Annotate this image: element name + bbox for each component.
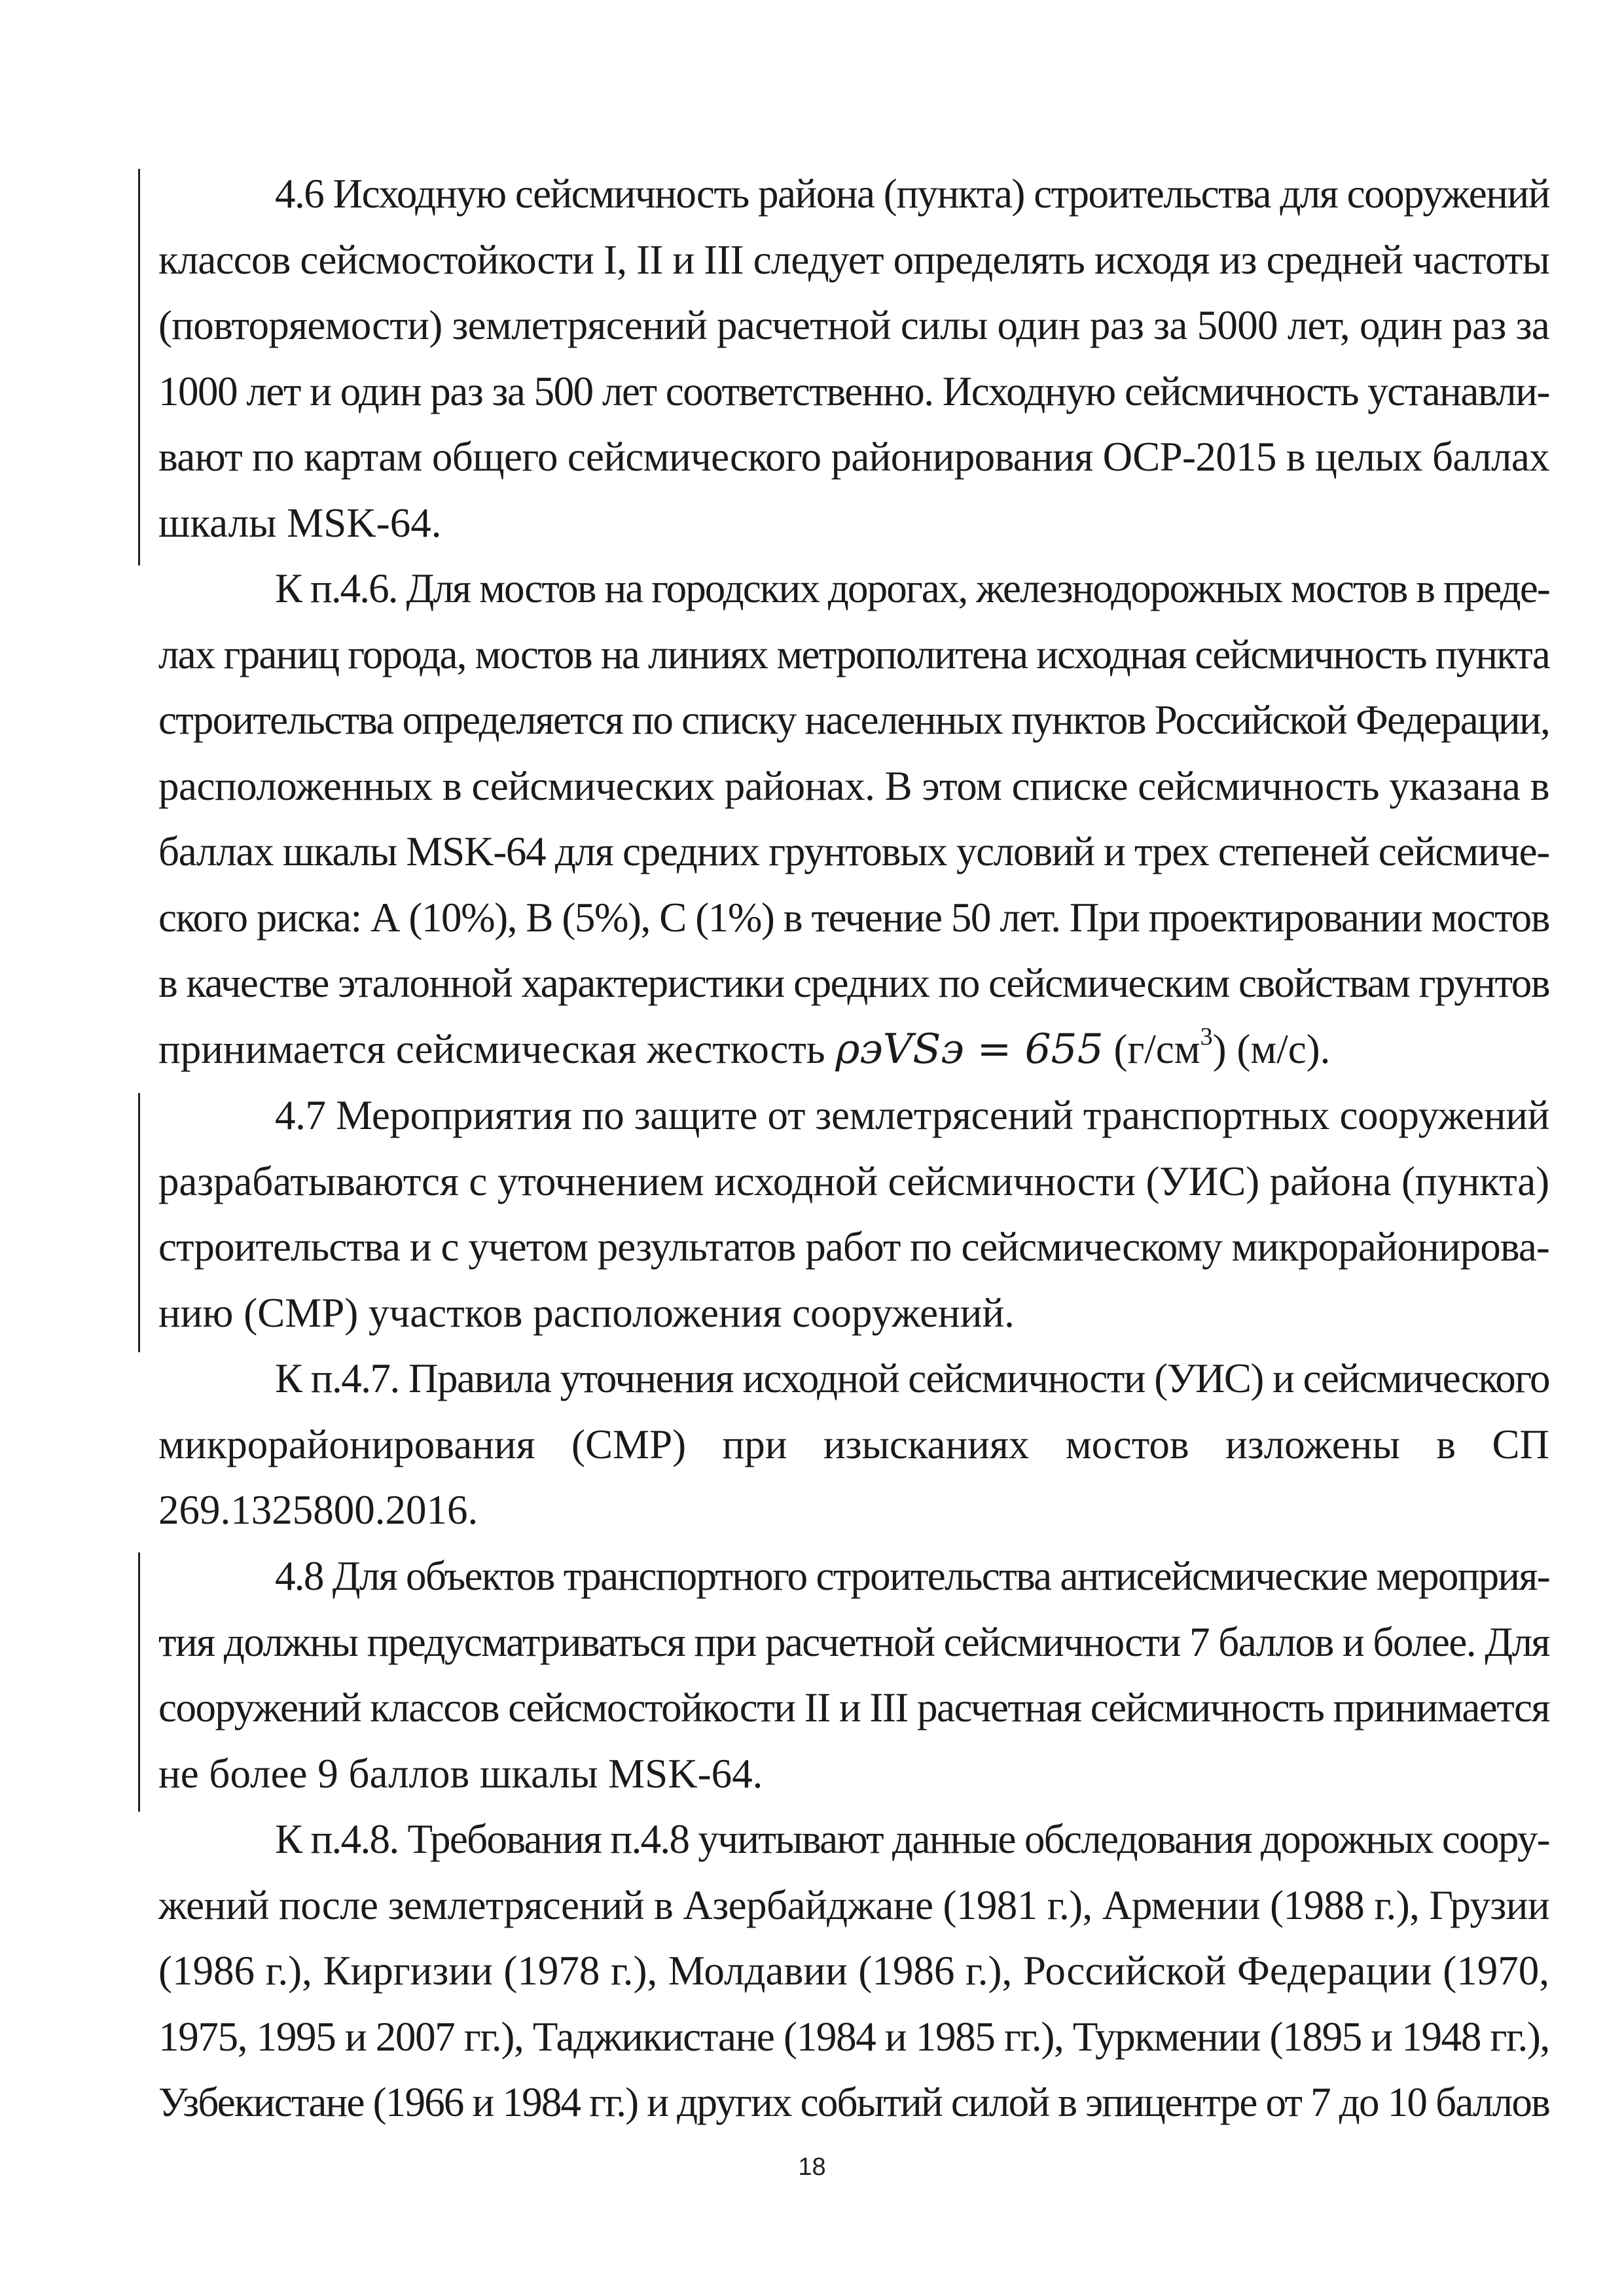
formula-unit-a: (г/см <box>1103 1026 1200 1072</box>
change-bar-4-7 <box>138 1093 140 1352</box>
commentary-4-7 <box>158 1346 1549 1543</box>
text-line: строительства определяется по списку населенных пунктов Российской Федерации, <box>158 697 1549 743</box>
text-line-formula <box>158 1016 1549 1083</box>
formula-prefix: принимается сейсмическая жесткость <box>158 1026 836 1072</box>
formula-superscript: 3 <box>1200 1022 1213 1050</box>
change-bar-4-6 <box>138 169 140 565</box>
text-line: не более 9 баллов шкалы MSK-64. <box>158 1750 763 1797</box>
text-line: (1986 г.), Киргизии (1978 г.), Молдавии (1986 г.), Российской Федерации (1970, <box>158 1948 1549 1994</box>
text-line: шкалы MSK-64. <box>158 499 442 546</box>
text-line: лах границ города, мостов на линиях метрополитена исходная сейсмичность пункта <box>158 631 1549 677</box>
text-line: ского риска: А (10%), В (5%), С (1%) в течение 50 лет. При проектировании мостов <box>158 894 1549 941</box>
text-line: сооружений классов сейсмостойкости II и III расчетная сейсмичность принимается <box>158 1685 1549 1731</box>
text-line: классов сейсмостойкости I, II и III следует определять исходя из средней частоты <box>158 236 1549 283</box>
text-line: К п.4.8. Требования п.4.8 учитывают данные обследования дорожных соору- <box>275 1816 1549 1862</box>
text-line: 1000 лет и один раз за 500 лет соответственно. Исходную сейсмичность устанавли- <box>158 368 1549 414</box>
text-line: К п.4.7. Правила уточнения исходной сейсмичности (УИС) и сейсмического <box>275 1355 1549 1401</box>
text-line: 4.6 Исходную сейсмичность района (пункта) строительства для сооружений <box>275 171 1549 217</box>
formula-unit-b: ) (м/с). <box>1212 1026 1331 1072</box>
page-number: 18 <box>798 2153 826 2181</box>
text-line: микрорайонирования (СМР) при изысканиях мостов изложены в СП <box>158 1421 1549 1467</box>
text-line: баллах шкалы MSK-64 для средних грунтовых условий и трех степеней сейсмиче- <box>158 829 1550 874</box>
commentary-4-6 <box>158 556 1549 1082</box>
change-bar-4-8 <box>138 1552 140 1812</box>
paragraph-4-8 <box>158 1543 1549 1806</box>
text-line: 1975, 1995 и 2007 гг.), Таджикистане (1984 и 1985 гг.), Туркмении (1895 и 1948 гг.), <box>158 2013 1549 2060</box>
text-line: 4.7 Мероприятия по защите от землетрясений транспортных сооружений <box>275 1092 1549 1138</box>
text-line: жений после землетрясений в Азербайджане (1981 г.), Армении (1988 г.), Грузии <box>158 1882 1549 1928</box>
text-line: разрабатываются с уточнением исходной сейсмичности (УИС) района (пункта) <box>158 1158 1549 1204</box>
paragraph-4-6 <box>158 161 1549 556</box>
commentary-4-8 <box>158 1806 1549 2136</box>
text-line: расположенных в сейсмических районах. В этом списке сейсмичность указана в <box>158 762 1549 809</box>
text-line: нию (СМР) участков расположения сооружений. <box>158 1289 1015 1336</box>
text-line: К п.4.6. Для мостов на городских дорогах, железнодорожных мостов в преде- <box>275 565 1550 611</box>
text-line: Узбекистане (1966 и 1984 гг.) и других событий силой в эпицентре от 7 до 10 баллов <box>158 2079 1549 2125</box>
text-line: вают по картам общего сейсмического районирования ОСР-2015 в целых баллах <box>158 434 1549 480</box>
text-line: 269.1325800.2016. <box>158 1487 478 1533</box>
text-line: в качестве эталонной характеристики средних по сейсмическим свойствам грунтов <box>158 960 1549 1006</box>
stiffness-formula: ρэVSэ = 655 <box>835 1024 1104 1073</box>
text-line: (повторяемости) землетрясений расчетной силы один раз за 5000 лет, один раз за <box>158 302 1549 348</box>
text-line: строительства и с учетом результатов работ по сейсмическому микрорайонирова- <box>158 1224 1549 1270</box>
text-line: 4.8 Для объектов транспортного строительства антисейсмические мероприя- <box>275 1553 1549 1599</box>
text-line: тия должны предусматриваться при расчетной сейсмичности 7 баллов и более. Для <box>158 1619 1549 1665</box>
paragraph-4-7 <box>158 1083 1549 1346</box>
